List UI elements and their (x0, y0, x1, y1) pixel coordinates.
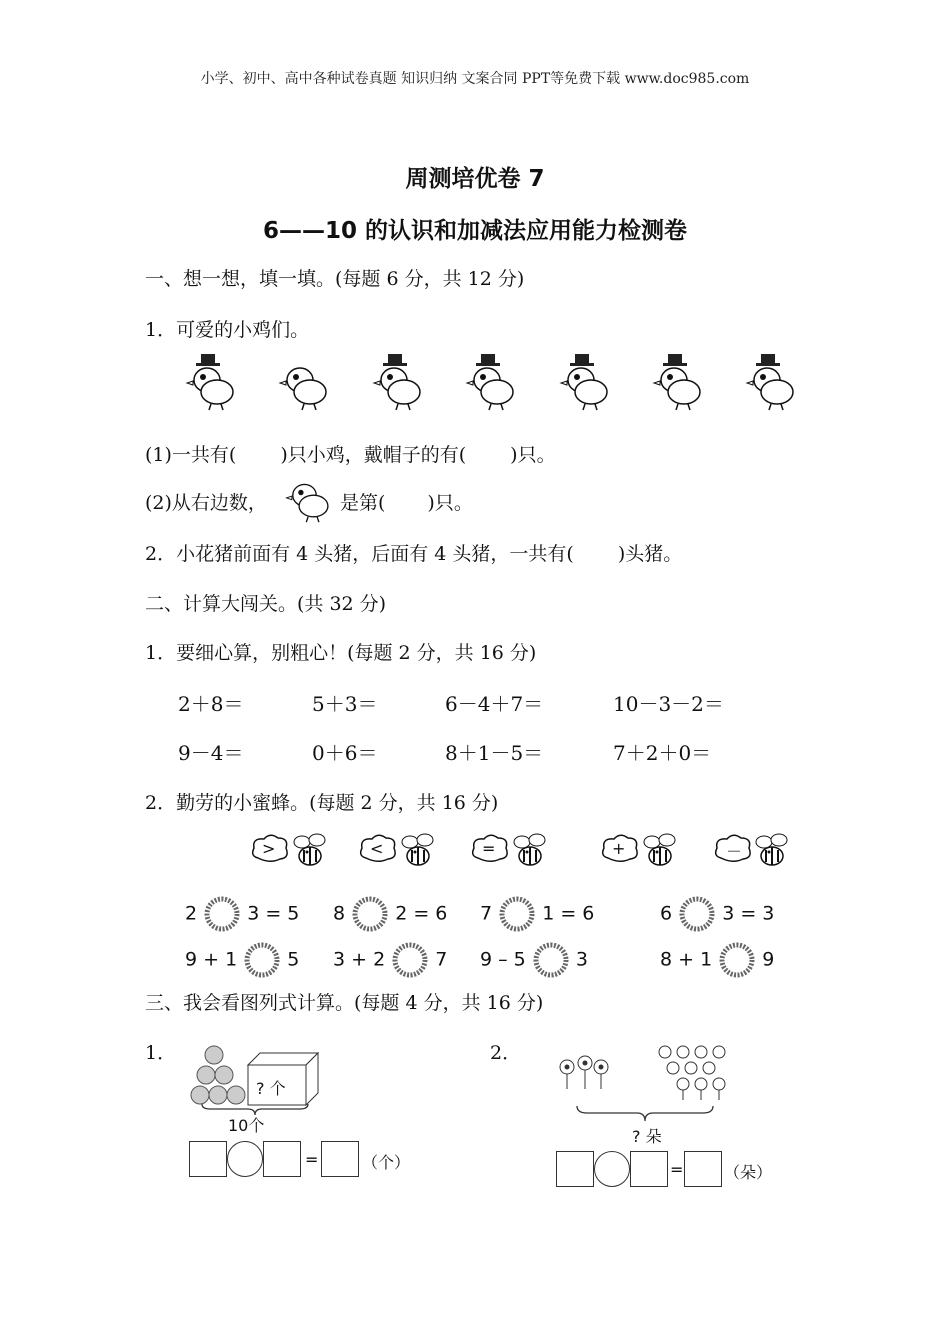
exam-title: 周测培优卷 7 (405, 166, 545, 192)
symbol-text: = (482, 839, 496, 858)
q2-text-b: )头猪。 (617, 543, 683, 565)
flower-group-icon (655, 1042, 735, 1104)
question-1-part-1 (145, 440, 556, 467)
eq-right: 5 (287, 948, 300, 971)
unit-label: （朵） (724, 1163, 773, 1182)
answer-box[interactable] (263, 1141, 301, 1177)
chick-hat-icon (559, 352, 613, 412)
question-1-part-2-tail (340, 488, 473, 515)
answer-circle[interactable] (594, 1151, 630, 1187)
bee-icon (640, 830, 680, 870)
calc-question-label: 1．要细心算，别粗心！(每题 2 分，共 16 分) (145, 642, 537, 664)
ring-equation (333, 941, 447, 979)
section1-heading: 一、想一想，填一填。(每题 6 分，共 12 分) (145, 268, 525, 290)
eq-right: 3 = 3 (722, 902, 775, 925)
calc-item: 0＋6＝ (312, 741, 378, 765)
eq-left: 7 (480, 902, 493, 925)
equals-sign: = (670, 1160, 684, 1179)
q1-part2-text-b: 是第( (340, 492, 386, 514)
chick-hat-icon (465, 352, 519, 412)
eq-left: 3 + 2 (333, 948, 386, 971)
bee-question-label: 2．勤劳的小蜜蜂。(每题 2 分，共 16 分) (145, 792, 499, 814)
answer-circle[interactable] (227, 1141, 263, 1177)
ring-equation (185, 895, 299, 933)
equals-sign: = (305, 1150, 319, 1169)
calc-item: 9－4＝ (178, 741, 244, 765)
total-label: 10个 (228, 1116, 265, 1135)
ring-equation (480, 941, 588, 979)
ring-blank[interactable] (532, 941, 570, 979)
eq-left: 8 + 1 (660, 948, 713, 971)
q1-part1-text-c: )只。 (510, 444, 556, 466)
calc-item: 2＋8＝ (178, 692, 244, 716)
bee-icon (290, 830, 330, 870)
answer-box[interactable] (556, 1151, 594, 1187)
section3-heading: 三、我会看图列式计算。(每题 4 分，共 16 分) (145, 992, 544, 1014)
symbol-cloud (713, 832, 753, 870)
unit-label: （个） (362, 1153, 411, 1172)
calc-item: 6－4＋7＝ (445, 692, 544, 716)
calc-item: 8＋1－5＝ (445, 741, 544, 765)
chick-icon (282, 470, 336, 524)
eq-left: 9 – 5 (480, 948, 526, 971)
calc-item: 5＋3＝ (312, 692, 378, 716)
page-header: 小学、初中、高中各种试卷真题 知识归纳 文案合同 PPT等免费下载 www.doc985.com (200, 71, 750, 87)
q1-part1-text-a: (1)一共有( (145, 444, 237, 466)
chick-hat-icon (745, 352, 799, 412)
eq-right: 7 (435, 948, 448, 971)
box-label: ? 个 (256, 1079, 286, 1098)
symbol-text: + (612, 839, 626, 858)
problem-1-label: 1． (145, 1042, 177, 1064)
calc-item: 10－3－2＝ (613, 692, 724, 716)
chick-hat-icon (652, 352, 706, 412)
eq-right: 1 = 6 (542, 902, 595, 925)
ring-equation (480, 895, 594, 933)
eq-right: 3 = 5 (247, 902, 300, 925)
question-1-part-2 (145, 488, 267, 515)
exam-subtitle: 6——10 的认识和加减法应用能力检测卷 (262, 218, 688, 244)
q2-text-a: 2．小花猪前面有 4 头猪，后面有 4 头猪，一共有( (145, 543, 574, 565)
symbol-text: < (370, 839, 384, 858)
symbol-text: － (726, 842, 743, 861)
ring-equation (660, 895, 774, 933)
question-2 (145, 539, 682, 566)
q1-part1-text-b: )只小鸡，戴帽子的有( (280, 444, 467, 466)
question-1-label: 1．可爱的小鸡们。 (145, 319, 310, 341)
answer-box[interactable] (630, 1151, 668, 1187)
problem-2-label: 2． (490, 1042, 522, 1064)
eq-left: 2 (185, 902, 198, 925)
brace-icon (575, 1104, 715, 1124)
q1-part2-text-c: )只。 (427, 492, 473, 514)
answer-box[interactable] (321, 1141, 359, 1177)
bee-icon (398, 830, 438, 870)
symbol-cloud (358, 832, 398, 870)
ring-equation (660, 941, 774, 979)
symbol-cloud (470, 832, 510, 870)
symbol-text: > (262, 839, 276, 858)
flower-group-icon (555, 1045, 615, 1095)
ring-blank[interactable] (678, 895, 716, 933)
eq-left: 8 (333, 902, 346, 925)
eq-right: 9 (762, 948, 775, 971)
ring-blank[interactable] (718, 941, 756, 979)
ring-blank[interactable] (203, 895, 241, 933)
ring-blank[interactable] (243, 941, 281, 979)
symbol-cloud (600, 832, 640, 870)
symbol-cloud (250, 832, 290, 870)
chick-hat-icon (185, 352, 239, 412)
chick-hat-icon (372, 352, 426, 412)
eq-left: 6 (660, 902, 673, 925)
answer-box[interactable] (684, 1151, 722, 1187)
ring-equation (333, 895, 447, 933)
section2-heading: 二、计算大闯关。(共 32 分) (145, 593, 387, 615)
ring-equation (185, 941, 299, 979)
chick-icon (278, 352, 332, 412)
eq-right: 2 = 6 (395, 902, 448, 925)
calc-item: 7＋2＋0＝ (613, 741, 712, 765)
eq-right: 3 (575, 948, 588, 971)
eq-left: 9 + 1 (185, 948, 238, 971)
total-label: ? 朵 (632, 1127, 662, 1146)
ring-blank[interactable] (351, 895, 389, 933)
bee-icon (752, 830, 792, 870)
ring-blank[interactable] (391, 941, 429, 979)
q1-part2-text-a: (2)从右边数， (145, 492, 267, 514)
ring-blank[interactable] (498, 895, 536, 933)
answer-box[interactable] (189, 1141, 227, 1177)
bee-icon (510, 830, 550, 870)
